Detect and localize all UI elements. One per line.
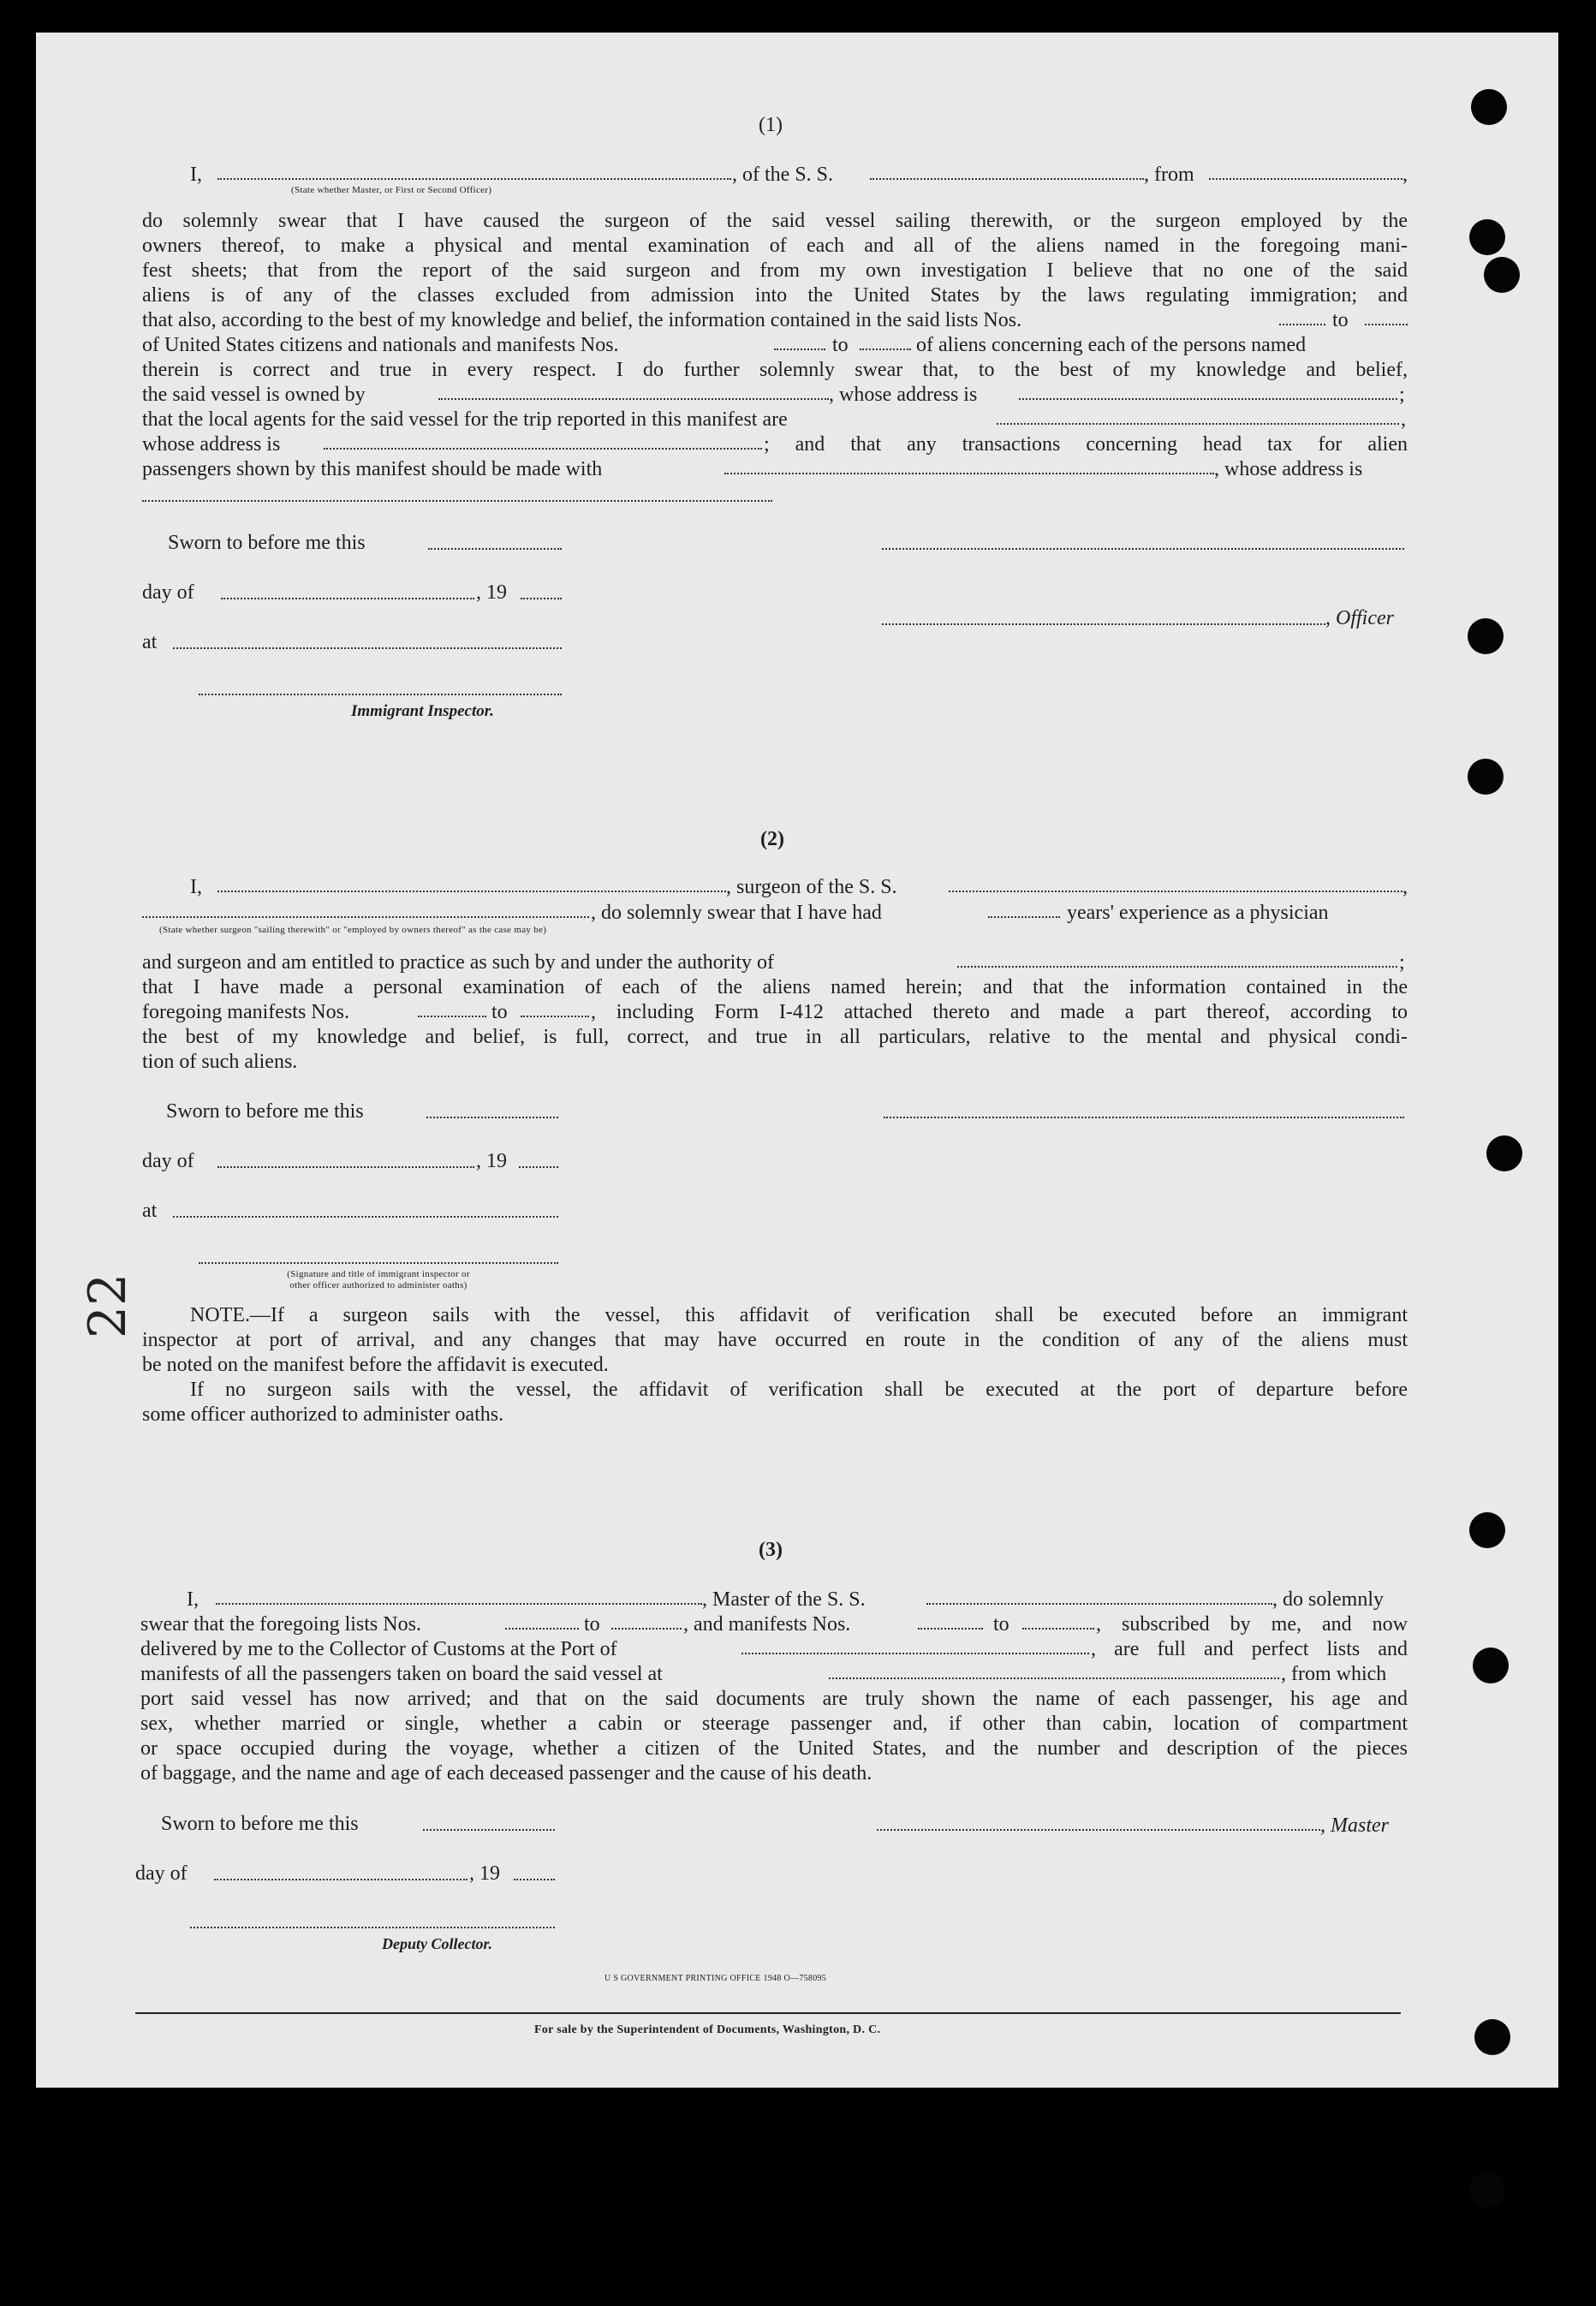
s1-headtax-address-field[interactable]: [142, 500, 772, 502]
s2-ship-name-field[interactable]: [949, 891, 1402, 892]
section-1-number: (1): [759, 114, 783, 136]
s1-ship-name-field[interactable]: [870, 178, 1144, 180]
punch-hole: [1486, 1135, 1522, 1171]
s3-onboard-text: manifests of all the passengers taken on board the said vessel at: [140, 1663, 663, 1685]
s1-citizens-to: to: [832, 334, 849, 356]
s2-sig-hint-2: other officer authorized to administer oaths): [289, 1280, 467, 1290]
s1-day-of-label: day of: [142, 581, 194, 604]
s1-lists-to-field[interactable]: [1365, 324, 1408, 325]
section-2-number: (2): [760, 828, 784, 850]
handwritten-page-number: 22: [78, 1272, 139, 1339]
s1-line-1: do solemnly swear that I have caused the surgeon of the said vessel sailing therewith, or the surgeon employed by the: [142, 210, 1408, 232]
s3-manifests-to: to: [993, 1613, 1009, 1636]
s2-authority-semicolon: ;: [1399, 951, 1405, 974]
section-3-number: (3): [759, 1539, 783, 1561]
s1-owner-field[interactable]: [438, 398, 829, 400]
s2-manifests-text: foregoing manifests Nos.: [142, 1001, 349, 1023]
s3-year-field[interactable]: [514, 1879, 555, 1880]
s3-year-label: , 19: [469, 1862, 500, 1885]
s2-surgeon-name-field[interactable]: [217, 891, 726, 892]
s3-line-5: port said vessel has now arrived; and that on the said documents are truly shown the name of each passenger, his age and: [140, 1688, 1408, 1710]
s3-collector-label: Deputy Collector.: [382, 1935, 492, 1952]
s1-officer-name-field[interactable]: [217, 178, 731, 180]
s1-officer-label: , Officer: [1325, 607, 1394, 629]
s3-line-6: sex, whether married or single, whether a cabin or steerage passenger and, if other than cabin, location of compartment: [140, 1713, 1408, 1735]
s1-owner-address-field[interactable]: [1019, 398, 1397, 400]
s2-year-field[interactable]: [519, 1166, 558, 1168]
punch-hole: [1471, 89, 1507, 125]
s1-owned-text: the said vessel is owned by: [142, 384, 366, 406]
s2-inspector-sig-field[interactable]: [199, 1262, 558, 1264]
s1-manifests-from-field[interactable]: [774, 349, 825, 350]
s3-master-label: , Master of the S. S.: [702, 1588, 866, 1611]
s1-comma: ,: [1402, 164, 1408, 186]
printing-office-line: U S GOVERNMENT PRINTING OFFICE 1948 O—758095: [604, 1974, 827, 1983]
s1-line-2: owners thereof, to make a physical and mental examination of each and all of the aliens named in the foregoing mani-: [142, 235, 1408, 257]
s1-owned-semicolon: ;: [1399, 384, 1405, 406]
s2-line-6: the best of my knowledge and belief, is full, correct, and true in all particulars, relative to the mental and physical condi-: [142, 1026, 1408, 1048]
s1-manifests-to-field[interactable]: [860, 349, 911, 350]
s2-authority-field[interactable]: [957, 966, 1397, 968]
s3-manifests-label: , and manifests Nos.: [683, 1613, 851, 1636]
s1-whose-text: whose address is: [142, 433, 281, 456]
s1-correct-line: therein is correct and true in every respect. I do further solemnly swear that, to the best of my knowledge and belief,: [142, 359, 1408, 381]
s3-collector-sig-field[interactable]: [190, 1927, 555, 1928]
s2-surgeon-hint: (State whether surgeon "sailing therewith" or "employed by owners thereof" as the case may be): [159, 925, 547, 935]
punch-hole: [1473, 1648, 1509, 1683]
punch-hole: [1474, 2019, 1510, 2055]
s2-year-label: , 19: [476, 1150, 507, 1172]
s2-swear-label: , do solemnly swear that I have had: [591, 902, 882, 924]
s2-note-line-1: NOTE.—If a surgeon sails with the vessel, this affidavit of verification shall be executed before an immigrant: [190, 1304, 1408, 1326]
s3-day-of-label: day of: [135, 1862, 188, 1885]
s1-headtax-field[interactable]: [724, 473, 1214, 474]
s3-solemnly-label: , do solemnly: [1272, 1588, 1384, 1611]
s1-at-label: at: [142, 631, 158, 653]
s1-line1-lead: I,: [190, 164, 202, 186]
s1-passengers-address: , whose address is: [1214, 458, 1363, 480]
s2-line-4: that I have made a personal examination of each of the aliens named herein; and that the information contained in the: [142, 976, 1408, 998]
s2-sworn-label: Sworn to before me this: [166, 1100, 364, 1123]
punch-hole: [1484, 257, 1520, 293]
s1-agents-address-field[interactable]: [324, 448, 762, 450]
s1-agents-text: that the local agents for the said vessel for the trip reported in this manifest are: [142, 408, 788, 431]
s3-master-sig-label: , Master: [1320, 1814, 1389, 1837]
sale-line: For sale by the Superintendent of Documents, Washington, D. C.: [534, 2023, 881, 2036]
s2-manifests-to: to: [491, 1001, 508, 1023]
s2-employed-field[interactable]: [142, 916, 589, 918]
s3-subscribed-label: , subscribed by me, and now: [1096, 1613, 1408, 1636]
s3-manifests-from-field[interactable]: [918, 1628, 983, 1630]
footer-rule: [135, 2012, 1401, 2014]
s2-line-7: tion of such aliens.: [142, 1051, 298, 1073]
s2-surgeon-label: , surgeon of the S. S.: [726, 876, 897, 898]
s3-sworn-label: Sworn to before me this: [161, 1813, 359, 1835]
s1-sworn-field[interactable]: [428, 548, 562, 550]
s1-year-field[interactable]: [521, 598, 562, 599]
s1-officer-field[interactable]: [882, 623, 1325, 625]
s3-manifests-to-field[interactable]: [1022, 1628, 1094, 1630]
s1-inspector-label: Immigrant Inspector.: [351, 702, 494, 720]
s1-citizens-text: of United States citizens and nationals and manifests Nos.: [142, 334, 619, 356]
s1-citizens-rest: of aliens concerning each of the persons named: [916, 334, 1307, 356]
s3-lists-to: to: [584, 1613, 600, 1636]
s3-lists-text: swear that the foregoing lists Nos.: [140, 1613, 421, 1636]
s2-years-field[interactable]: [988, 916, 1060, 918]
punch-hole: [1468, 759, 1504, 795]
s1-line-4: aliens is of any of the classes excluded from admission into the United States by the laws regulating immigration; and: [142, 284, 1408, 307]
s1-officer-hint: (State whether Master, or First or Second Officer): [291, 185, 492, 195]
s2-sworn-field[interactable]: [426, 1117, 558, 1118]
s1-agents-field[interactable]: [997, 423, 1399, 425]
s3-port-field[interactable]: [741, 1653, 1089, 1654]
s1-year-label: , 19: [476, 581, 507, 604]
s2-day-of-label: day of: [142, 1150, 194, 1172]
s1-passengers-text: passengers shown by this manifest should be made with: [142, 458, 603, 480]
s3-from-which: , from which: [1281, 1663, 1387, 1685]
s1-from-label: , from: [1144, 164, 1194, 186]
s1-lists-from-field[interactable]: [1279, 324, 1325, 325]
s2-note-line-4: If no surgeon sails with the vessel, the affidavit of verification shall be executed at the port of departure before: [190, 1379, 1408, 1401]
punch-hole: [1469, 1512, 1505, 1548]
s3-master-name-field[interactable]: [216, 1603, 702, 1605]
punch-hole: [1468, 618, 1504, 654]
punch-hole: [1469, 219, 1505, 255]
s2-manifests-from-field[interactable]: [418, 1016, 486, 1017]
s1-from-field[interactable]: [1209, 178, 1402, 180]
s2-at-label: at: [142, 1200, 158, 1222]
s1-agents-comma: ,: [1401, 408, 1406, 431]
s3-line1-lead: I,: [187, 1588, 199, 1611]
s2-note-line-5: some officer authorized to administer oaths.: [142, 1403, 504, 1426]
s2-day-field[interactable]: [217, 1166, 474, 1168]
s1-at-field[interactable]: [173, 647, 562, 649]
s2-manifests-to-field[interactable]: [521, 1016, 589, 1017]
s3-ship-name-field[interactable]: [926, 1603, 1272, 1605]
s2-note-line-3: be noted on the manifest before the affidavit is executed.: [142, 1354, 609, 1376]
s1-of-ss-label: , of the S. S.: [732, 164, 834, 186]
s1-sworn-label: Sworn to before me this: [168, 532, 366, 554]
s1-whose-rest: ; and that any transactions concerning head tax for alien: [764, 433, 1408, 456]
s2-manifests-rest: , including Form I-412 attached thereto and made a part thereof, according to: [591, 1001, 1408, 1023]
s2-comma: ,: [1402, 876, 1408, 898]
s2-sig-hint-1: (Signature and title of immigrant inspector or: [287, 1269, 470, 1279]
s3-port-text: delivered by me to the Collector of Customs at the Port of: [140, 1638, 617, 1660]
s3-line-7: or space occupied during the voyage, whether a citizen of the United States, and the number and description of the pieces: [140, 1737, 1408, 1760]
s3-day-field[interactable]: [214, 1879, 467, 1880]
s1-line-3: fest sheets; that from the report of the said surgeon and from my own investigation I believe that no one of the said: [142, 259, 1408, 282]
s1-day-field[interactable]: [221, 598, 474, 599]
s3-master-sig-field[interactable]: [877, 1829, 1320, 1831]
s3-port-rest: , are full and perfect lists and: [1091, 1638, 1408, 1660]
s3-lists-from-field[interactable]: [505, 1628, 579, 1630]
s3-lists-to-field[interactable]: [611, 1628, 682, 1630]
s2-at-field[interactable]: [173, 1216, 558, 1218]
s3-onboard-port-field[interactable]: [829, 1677, 1279, 1679]
s2-line1-lead: I,: [190, 876, 202, 898]
s1-lists-text: that also, according to the best of my knowledge and belief, the information contained in the said lists Nos.: [142, 309, 1022, 331]
punch-hole: [1469, 2172, 1505, 2208]
s3-sworn-field[interactable]: [423, 1829, 555, 1831]
s1-inspector-sig-field[interactable]: [199, 694, 562, 695]
s2-years-label: years' experience as a physician: [1067, 902, 1329, 924]
s1-owned-address: , whose address is: [829, 384, 978, 406]
s2-note-line-2: inspector at port of arrival, and any changes that may have occurred en route in the condition of any of the aliens must: [142, 1329, 1408, 1351]
s2-authority-text: and surgeon and am entitled to practice as such by and under the authority of: [142, 951, 774, 974]
s3-line-8: of baggage, and the name and age of each deceased passenger and the cause of his death.: [140, 1762, 872, 1785]
s2-signature-field[interactable]: [884, 1117, 1404, 1118]
s1-signature-field[interactable]: [882, 548, 1404, 550]
s1-lists-to: to: [1332, 309, 1349, 331]
